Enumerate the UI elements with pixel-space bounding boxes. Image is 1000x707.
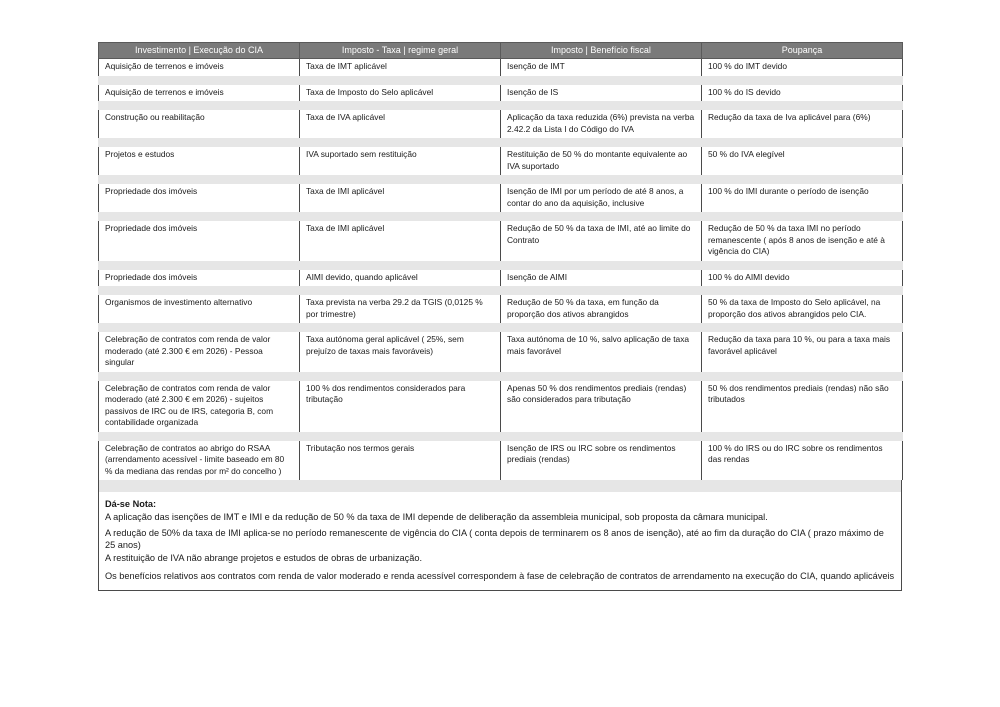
table-row <box>99 441 903 481</box>
note-item: A redução de 50% da taxa de IMI aplica-se no período remanescente de vigência do CIA ( conta depois de terminarem os 8 anos de isenção), até ao fim da duração do CIA ( prazo máximo de 25 anos) <box>105 528 884 550</box>
table-cell: Isenção de IMI por um período de até 8 anos, a contar do ano da aquisição, inclusive <box>501 184 702 212</box>
separator-cell <box>702 76 903 85</box>
table-cell: Aquisição de terrenos e imóveis <box>99 85 300 102</box>
separator-cell <box>300 138 501 147</box>
table-cell: Propriedade dos imóveis <box>99 221 300 261</box>
table-cell: Propriedade dos imóveis <box>99 184 300 212</box>
table-cell: Taxa prevista na verba 29.2 da TGIS (0,0125 % por trimestre) <box>300 295 501 323</box>
separator-cell <box>99 101 300 110</box>
separator-cell <box>501 212 702 221</box>
table-row <box>99 85 903 102</box>
separator-cell <box>99 76 300 85</box>
header-poupanca: Poupança <box>702 43 903 59</box>
separator-cell <box>702 372 903 381</box>
separator-cell <box>99 372 300 381</box>
separator-cell <box>501 175 702 184</box>
separator-cell <box>300 76 501 85</box>
separator-cell <box>300 101 501 110</box>
table-cell: 100 % do IRS ou do IRC sobre os rendimentos das rendas <box>702 441 903 481</box>
table-cell: Organismos de investimento alternativo <box>99 295 300 323</box>
table-cell: Taxa autónoma de 10 %, salvo aplicação de taxa mais favorável <box>501 332 702 372</box>
tax-benefits-document <box>98 42 902 591</box>
table-cell: 100 % dos rendimentos considerados para tributação <box>300 381 501 432</box>
separator-cell <box>702 286 903 295</box>
table-cell: Taxa de Imposto do Selo aplicável <box>300 85 501 102</box>
table-cell: Taxa de IMI aplicável <box>300 184 501 212</box>
table-cell: Redução da taxa para 10 %, ou para a taxa mais favorável aplicável <box>702 332 903 372</box>
table-cell: Celebração de contratos com renda de valor moderado (até 2.300 € em 2026) - sujeitos passivos de IRC ou de IRS, categoria B, com contabilidade organizada <box>99 381 300 432</box>
separator-cell <box>99 432 300 441</box>
table-cell: AIMI devido, quando aplicável <box>300 270 501 287</box>
separator-cell <box>99 323 300 332</box>
table-cell: Isenção de AIMI <box>501 270 702 287</box>
row-separator <box>99 212 903 221</box>
row-separator <box>99 372 903 381</box>
notes-title: Dá-se Nota: <box>105 499 157 509</box>
separator-cell <box>300 323 501 332</box>
separator-cell <box>501 76 702 85</box>
notes-section <box>98 492 902 591</box>
table-cell: Tributação nos termos gerais <box>300 441 501 481</box>
separator-cell <box>702 101 903 110</box>
table-cell: Redução da taxa de Iva aplicável para (6%) <box>702 110 903 138</box>
tax-benefits-table <box>98 42 903 480</box>
separator-cell <box>702 261 903 270</box>
note-item: A restituição de IVA não abrange projetos e estudos de obras de urbanização. <box>105 553 423 563</box>
separator-cell <box>99 138 300 147</box>
table-cell: Redução de 50 % da taxa IMI no período remanescente ( após 8 anos de isenção e até à vigência do CIA) <box>702 221 903 261</box>
separator-cell <box>501 261 702 270</box>
row-separator <box>99 138 903 147</box>
table-cell: Taxa de IMI aplicável <box>300 221 501 261</box>
table-cell: 100 % do IMI durante o período de isenção <box>702 184 903 212</box>
table-cell: Aplicação da taxa reduzida (6%) prevista na verba 2.42.2 da Lista I do Código do IVA <box>501 110 702 138</box>
table-cell: 50 % dos rendimentos prediais (rendas) não são tributados <box>702 381 903 432</box>
table-cell: Apenas 50 % dos rendimentos prediais (rendas) são considerados para tributação <box>501 381 702 432</box>
table-cell: 100 % do IS devido <box>702 85 903 102</box>
separator-cell <box>300 175 501 184</box>
separator-cell <box>300 372 501 381</box>
header-imposto-taxa: Imposto - Taxa | regime geral <box>300 43 501 59</box>
table-row <box>99 59 903 76</box>
separator-cell <box>501 432 702 441</box>
separator-cell <box>702 432 903 441</box>
table-cell: Aquisição de terrenos e imóveis <box>99 59 300 76</box>
separator-cell <box>300 261 501 270</box>
header-investimento: Investimento | Execução do CIA <box>99 43 300 59</box>
table-cell: Taxa de IMT aplicável <box>300 59 501 76</box>
separator-cell <box>300 286 501 295</box>
table-cell: 50 % do IVA elegível <box>702 147 903 175</box>
separator-cell <box>99 212 300 221</box>
row-separator <box>99 261 903 270</box>
table-cell: Celebração de contratos ao abrigo do RSAA (arrendamento acessível - limite baseado em 80 % da mediana das rendas por m² do concelho ) <box>99 441 300 481</box>
row-separator <box>99 175 903 184</box>
note-item: A aplicação das isenções de IMT e IMI e da redução de 50 % da taxa de IMI depende de deliberação da assembleia municipal, sob proposta da câmara municipal. <box>105 512 768 522</box>
row-separator <box>99 286 903 295</box>
table-cell: Isenção de IRS ou IRC sobre os rendimentos prediais (rendas) <box>501 441 702 481</box>
separator-cell <box>99 261 300 270</box>
table-cell: 50 % da taxa de Imposto do Selo aplicável, na proporção dos ativos abrangidos pelo CIA. <box>702 295 903 323</box>
table-row <box>99 184 903 212</box>
separator-cell <box>702 138 903 147</box>
row-separator <box>99 76 903 85</box>
table-cell: Propriedade dos imóveis <box>99 270 300 287</box>
table-row <box>99 295 903 323</box>
table-row <box>99 381 903 432</box>
table-cell: Redução de 50 % da taxa, em função da proporção dos ativos abrangidos <box>501 295 702 323</box>
table-cell: IVA suportado sem restituição <box>300 147 501 175</box>
table-cell: Isenção de IS <box>501 85 702 102</box>
separator-cell <box>300 212 501 221</box>
table-row <box>99 332 903 372</box>
table-cell: Isenção de IMT <box>501 59 702 76</box>
table-cell: Redução de 50 % da taxa de IMI, até ao limite do Contrato <box>501 221 702 261</box>
separator-cell <box>702 175 903 184</box>
row-separator <box>99 432 903 441</box>
table-cell: 100 % do IMT devido <box>702 59 903 76</box>
table-bottom-band <box>98 480 902 492</box>
header-beneficio-fiscal: Imposto | Benefício fiscal <box>501 43 702 59</box>
separator-cell <box>501 286 702 295</box>
separator-cell <box>99 286 300 295</box>
table-row <box>99 270 903 287</box>
separator-cell <box>702 212 903 221</box>
separator-cell <box>702 323 903 332</box>
table-cell: Taxa de IVA aplicável <box>300 110 501 138</box>
table-header-row <box>99 43 903 59</box>
table-cell: Restituição de 50 % do montante equivalente ao IVA suportado <box>501 147 702 175</box>
table-cell: 100 % do AIMI devido <box>702 270 903 287</box>
table-cell: Construção ou reabilitação <box>99 110 300 138</box>
table-cell: Taxa autónoma geral aplicável ( 25%, sem prejuízo de taxas mais favoráveis) <box>300 332 501 372</box>
separator-cell <box>501 323 702 332</box>
separator-cell <box>501 138 702 147</box>
separator-cell <box>501 101 702 110</box>
separator-cell <box>501 372 702 381</box>
table-body <box>99 59 903 481</box>
table-row <box>99 147 903 175</box>
separator-cell <box>300 432 501 441</box>
table-cell: Projetos e estudos <box>99 147 300 175</box>
table-row <box>99 221 903 261</box>
note-item: Os benefícios relativos aos contratos com renda de valor moderado e renda acessível correspondem à fase de celebração de contratos de arrendamento na execução do CIA, quando aplicáveis <box>105 571 895 581</box>
row-separator <box>99 323 903 332</box>
separator-cell <box>99 175 300 184</box>
row-separator <box>99 101 903 110</box>
table-row <box>99 110 903 138</box>
table-cell: Celebração de contratos com renda de valor moderado (até 2.300 € em 2026) - Pessoa singular <box>99 332 300 372</box>
